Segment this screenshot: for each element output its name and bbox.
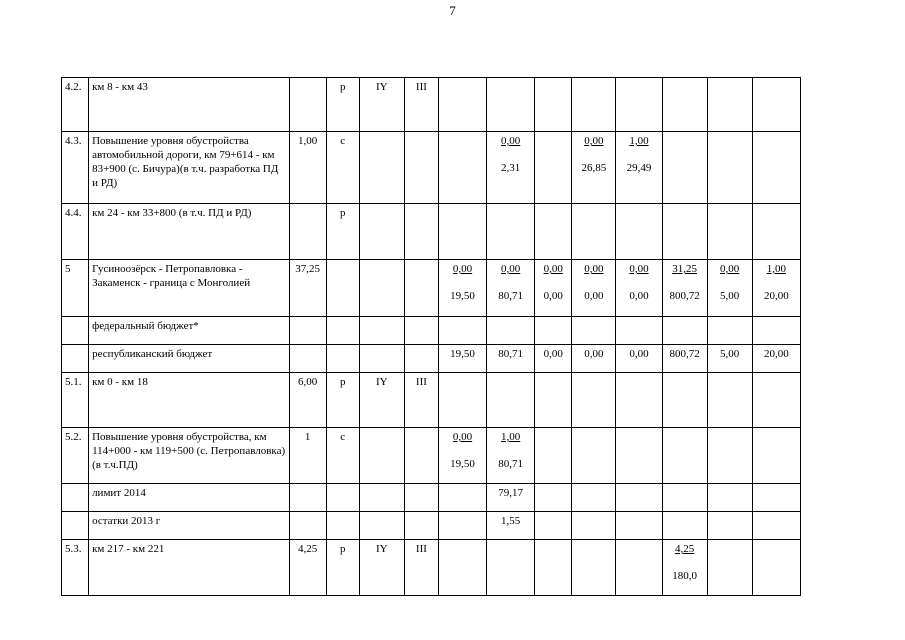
value-bottom: 0,00 [584, 290, 604, 302]
value-cell [707, 512, 752, 540]
row-category-2 [404, 428, 438, 484]
value-cell [572, 512, 616, 540]
value-cell [535, 317, 572, 345]
value-cell [707, 78, 752, 132]
value-cell [662, 540, 707, 596]
row-category-2: III [404, 373, 438, 428]
row-name: остатки 2013 г [89, 512, 290, 540]
row-number: 5 [62, 260, 89, 317]
row-number: 4.2. [62, 78, 89, 132]
value-bottom: 80,71 [498, 458, 524, 470]
row-type: р [326, 540, 359, 596]
row-length: 37,25 [289, 260, 326, 317]
row-category-2 [404, 204, 438, 260]
value-cell [616, 484, 662, 512]
value-cell [616, 132, 662, 204]
value-cell [438, 345, 486, 373]
value-top: 5,00 [720, 348, 740, 360]
value-bottom: 5,00 [720, 290, 740, 302]
value-cell [535, 512, 572, 540]
row-length [289, 484, 326, 512]
value-cell [572, 260, 616, 317]
value-cell [572, 484, 616, 512]
row-type [326, 484, 359, 512]
row-category-1: IY [359, 540, 404, 596]
row-category-2 [404, 484, 438, 512]
value-top: 0,00 [629, 348, 649, 360]
value-cell [752, 317, 800, 345]
value-cell [438, 428, 486, 484]
value-cell [662, 260, 707, 317]
value-cell [616, 428, 662, 484]
row-category-2 [404, 317, 438, 345]
row-name: км 217 - км 221 [89, 540, 290, 596]
value-cell [535, 260, 572, 317]
value-cell [616, 260, 662, 317]
value-cell [707, 484, 752, 512]
row-length [289, 317, 326, 345]
row-category-1 [359, 317, 404, 345]
value-bottom: 0,00 [543, 290, 563, 302]
value-cell [487, 373, 535, 428]
value-top: 20,00 [763, 348, 789, 360]
value-bottom: 19,50 [450, 458, 475, 470]
row-type: р [326, 204, 359, 260]
row-length [289, 78, 326, 132]
program-table [61, 77, 801, 596]
value-cell [572, 540, 616, 596]
value-cell [752, 204, 800, 260]
row-category-2 [404, 132, 438, 204]
row-length [289, 204, 326, 260]
value-cell [662, 512, 707, 540]
row-name: лимит 2014 [89, 484, 290, 512]
row-category-1 [359, 204, 404, 260]
value-cell [707, 345, 752, 373]
value-cell [572, 317, 616, 345]
value-cell [487, 317, 535, 345]
value-cell [572, 345, 616, 373]
value-cell [662, 484, 707, 512]
table-row [62, 512, 801, 540]
value-top: 0,00 [584, 135, 604, 147]
value-bottom: 19,50 [450, 290, 475, 302]
row-length [289, 345, 326, 373]
value-top: 1,55 [501, 515, 521, 527]
table-row [62, 373, 801, 428]
value-cell [487, 204, 535, 260]
value-top: 0,00 [501, 135, 521, 147]
value-cell [535, 484, 572, 512]
row-category-1 [359, 132, 404, 204]
row-number: 4.3. [62, 132, 89, 204]
value-bottom: 2,31 [501, 162, 521, 174]
row-category-1 [359, 345, 404, 373]
value-cell [662, 204, 707, 260]
value-cell [662, 132, 707, 204]
value-cell [752, 78, 800, 132]
value-cell [438, 204, 486, 260]
table-row [62, 204, 801, 260]
row-type [326, 345, 359, 373]
row-type: р [326, 373, 359, 428]
value-top: 0,00 [584, 263, 604, 275]
table-row [62, 540, 801, 596]
value-top: 0,00 [584, 348, 604, 360]
table-row [62, 345, 801, 373]
value-bottom: 20,00 [763, 290, 789, 302]
value-top: 800,72 [669, 348, 700, 360]
table-row [62, 484, 801, 512]
value-cell [438, 540, 486, 596]
value-cell [662, 345, 707, 373]
value-cell [487, 345, 535, 373]
row-number: 5.2. [62, 428, 89, 484]
row-category-2: III [404, 78, 438, 132]
table-row [62, 317, 801, 345]
value-cell [707, 540, 752, 596]
value-cell [616, 540, 662, 596]
value-cell [616, 373, 662, 428]
value-cell [707, 260, 752, 317]
row-category-2 [404, 345, 438, 373]
row-number [62, 484, 89, 512]
value-cell [487, 484, 535, 512]
table-row [62, 260, 801, 317]
row-length: 4,25 [289, 540, 326, 596]
row-category-1 [359, 484, 404, 512]
value-top: 0,00 [543, 263, 563, 275]
value-top: 80,71 [498, 348, 524, 360]
value-cell [487, 260, 535, 317]
value-cell [752, 484, 800, 512]
value-cell [535, 78, 572, 132]
value-cell [572, 373, 616, 428]
value-bottom: 800,72 [669, 290, 700, 302]
value-cell [535, 345, 572, 373]
row-length: 1,00 [289, 132, 326, 204]
row-number [62, 317, 89, 345]
value-cell [535, 132, 572, 204]
row-type: с [326, 428, 359, 484]
value-cell [752, 132, 800, 204]
row-name: км 24 - км 33+800 (в т.ч. ПД и РД) [89, 204, 290, 260]
value-cell [438, 317, 486, 345]
value-cell [438, 512, 486, 540]
value-cell [487, 132, 535, 204]
value-top: 0,00 [452, 263, 473, 275]
value-cell [707, 204, 752, 260]
row-length: 1 [289, 428, 326, 484]
row-number: 4.4. [62, 204, 89, 260]
table-row [62, 78, 801, 132]
value-top: 31,25 [672, 263, 697, 275]
value-top: 4,25 [674, 543, 695, 555]
value-cell [535, 373, 572, 428]
row-name: Повышение уровня обустройства автомобильной дороги, км 79+614 - км 83+900 (с. Бичура)(в т.ч. разработка ПД и РД) [89, 132, 290, 204]
row-category-2 [404, 512, 438, 540]
value-cell [438, 373, 486, 428]
value-cell [707, 132, 752, 204]
row-type: р [326, 78, 359, 132]
page-number: 7 [449, 3, 456, 18]
value-cell [662, 373, 707, 428]
row-category-2 [404, 260, 438, 317]
value-cell [662, 428, 707, 484]
value-cell [616, 78, 662, 132]
row-number [62, 345, 89, 373]
value-cell [572, 428, 616, 484]
row-category-1 [359, 260, 404, 317]
row-category-1: IY [359, 78, 404, 132]
value-cell [438, 260, 486, 317]
row-name: федеральный бюджет* [89, 317, 290, 345]
value-top: 0,00 [720, 263, 740, 275]
row-type [326, 512, 359, 540]
row-name: км 8 - км 43 [89, 78, 290, 132]
value-cell [438, 132, 486, 204]
row-length [289, 512, 326, 540]
value-bottom: 80,71 [498, 290, 524, 302]
value-top: 0,00 [629, 263, 649, 275]
value-cell [752, 260, 800, 317]
value-cell [662, 78, 707, 132]
row-length: 6,00 [289, 373, 326, 428]
row-type: с [326, 132, 359, 204]
value-cell [616, 512, 662, 540]
value-top: 0,00 [452, 431, 473, 443]
value-top: 79,17 [498, 487, 524, 499]
value-cell [535, 540, 572, 596]
value-cell [752, 373, 800, 428]
value-bottom: 180,0 [672, 570, 697, 582]
value-top: 1,00 [766, 263, 786, 275]
value-cell [487, 428, 535, 484]
row-name: км 0 - км 18 [89, 373, 290, 428]
value-cell [752, 512, 800, 540]
row-category-1 [359, 428, 404, 484]
value-top: 1,00 [629, 135, 649, 147]
value-cell [572, 132, 616, 204]
value-cell [616, 345, 662, 373]
row-type [326, 260, 359, 317]
row-category-1: IY [359, 373, 404, 428]
row-name: республиканский бюджет [89, 345, 290, 373]
value-cell [707, 428, 752, 484]
table-row [62, 428, 801, 484]
value-cell [752, 428, 800, 484]
value-cell [535, 428, 572, 484]
value-bottom: 26,85 [581, 162, 607, 174]
row-name: Гусиноозёрск - Петропавловка - Закаменск - граница с Монголией [89, 260, 290, 317]
row-number [62, 512, 89, 540]
table-row [62, 132, 801, 204]
value-cell [572, 78, 616, 132]
value-cell [752, 540, 800, 596]
value-cell [487, 540, 535, 596]
value-cell [487, 78, 535, 132]
row-number: 5.1. [62, 373, 89, 428]
row-number: 5.3. [62, 540, 89, 596]
value-cell [662, 317, 707, 345]
value-cell [487, 512, 535, 540]
value-top: 19,50 [450, 348, 475, 360]
row-category-2: III [404, 540, 438, 596]
value-cell [535, 204, 572, 260]
row-name: Повышение уровня обустройства, км 114+000 - км 119+500 (с. Петропавловка) (в т.ч.ПД) [89, 428, 290, 484]
value-top: 0,00 [543, 348, 563, 360]
value-cell [707, 373, 752, 428]
row-category-1 [359, 512, 404, 540]
value-top: 1,00 [501, 431, 521, 443]
value-bottom: 0,00 [629, 290, 649, 302]
row-type [326, 317, 359, 345]
value-top: 0,00 [501, 263, 521, 275]
value-cell [707, 317, 752, 345]
value-cell [616, 204, 662, 260]
value-cell [572, 204, 616, 260]
value-cell [438, 78, 486, 132]
value-cell [752, 345, 800, 373]
value-cell [616, 317, 662, 345]
value-cell [438, 484, 486, 512]
value-bottom: 29,49 [626, 162, 652, 174]
